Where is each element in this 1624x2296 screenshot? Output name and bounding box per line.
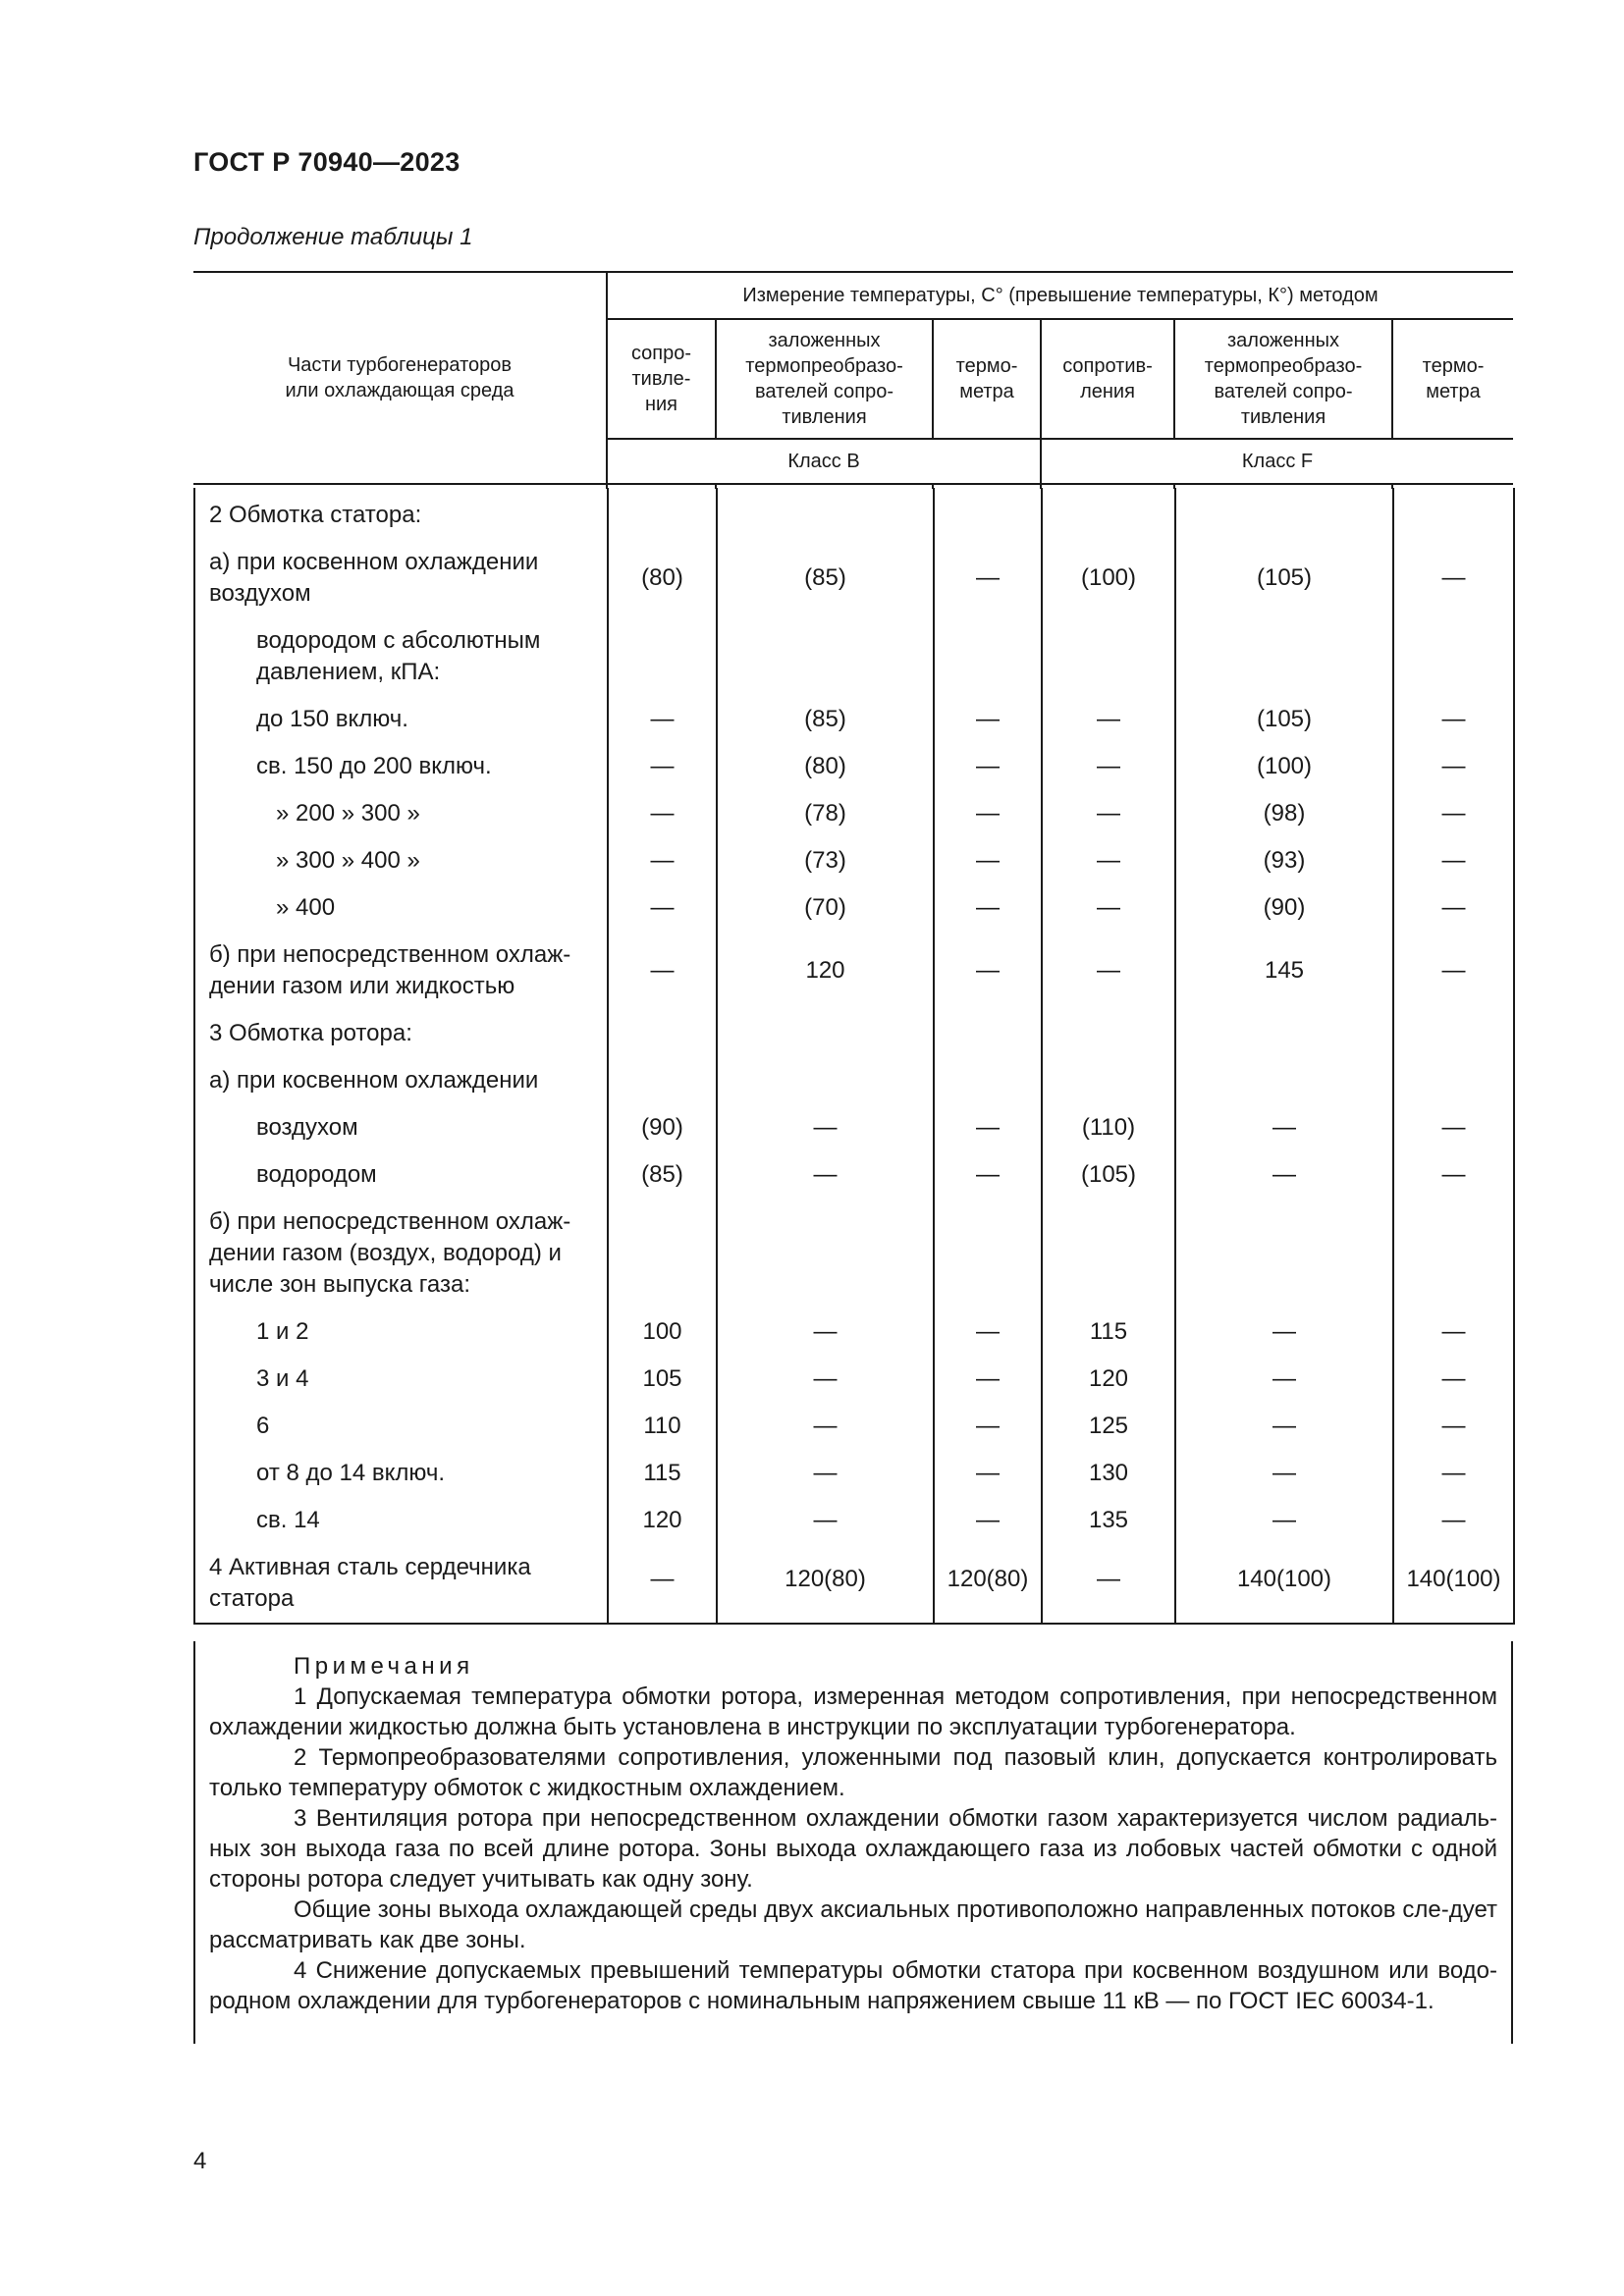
row-label: св. 14 bbox=[194, 1497, 608, 1544]
table-cell: — bbox=[608, 743, 717, 790]
note-item: 1 Допускаемая температура обмотки ротора, измеренная методом сопротивления, при непосредственном охлаждении жидкостью должна быть установлена в инструкции по эксплуатации турбогенератора. bbox=[209, 1683, 1497, 1740]
table-cell bbox=[1042, 488, 1175, 539]
table-cell: 140(100) bbox=[1393, 1544, 1514, 1624]
row-label: а) при косвенном охлаждении bbox=[194, 1057, 608, 1104]
table-cell bbox=[934, 617, 1042, 696]
table-cell: 120 bbox=[717, 932, 934, 1010]
table-cell bbox=[1175, 1057, 1393, 1104]
table-cell: — bbox=[1393, 837, 1514, 884]
page-number: 4 bbox=[193, 2148, 207, 2174]
table-cell: (105) bbox=[1042, 1151, 1175, 1199]
table-cell: — bbox=[717, 1104, 934, 1151]
table-cell: (80) bbox=[717, 743, 934, 790]
table-cell: — bbox=[1393, 790, 1514, 837]
table-cell: — bbox=[717, 1356, 934, 1403]
table-cell: (93) bbox=[1175, 837, 1393, 884]
table-cell: — bbox=[934, 884, 1042, 932]
row-label: б) при непосредственном охлаж-дении газом или жидкостью bbox=[194, 932, 608, 1010]
table-cell: — bbox=[934, 790, 1042, 837]
table-cell: — bbox=[608, 696, 717, 743]
table-row bbox=[194, 617, 1514, 696]
table-cell bbox=[717, 617, 934, 696]
table-row bbox=[194, 1308, 1514, 1356]
table-cell: 120(80) bbox=[717, 1544, 934, 1624]
table-cell: — bbox=[1393, 1356, 1514, 1403]
table-cell: 110 bbox=[608, 1403, 717, 1450]
table-cell bbox=[1042, 1057, 1175, 1104]
row-label: а) при косвенном охлаждении воздухом bbox=[194, 539, 608, 617]
row-label: б) при непосредственном охлаж-дении газом (воздух, водород) и числе зон выпуска газа: bbox=[194, 1199, 608, 1308]
row-label: от 8 до 14 включ. bbox=[194, 1450, 608, 1497]
table-cell bbox=[934, 1057, 1042, 1104]
table-cell: — bbox=[1393, 1450, 1514, 1497]
row-label: до 150 включ. bbox=[194, 696, 608, 743]
row-label: водородом bbox=[194, 1151, 608, 1199]
table-cell: — bbox=[934, 1356, 1042, 1403]
table-cell: — bbox=[1175, 1497, 1393, 1544]
table-cell bbox=[1175, 617, 1393, 696]
table-cell: — bbox=[1393, 1151, 1514, 1199]
table-cell: — bbox=[1042, 884, 1175, 932]
table-row bbox=[194, 932, 1514, 1010]
subheader-resistance-f: сопротив- ления bbox=[1041, 319, 1174, 439]
table-cell: — bbox=[608, 837, 717, 884]
table-cell: 115 bbox=[608, 1450, 717, 1497]
note-item: 2 Термопреобразователями сопротивления, уложенными под пазовый клин, допускается контролировать только температуру обмоток с жидкостным охлаждением. bbox=[209, 1744, 1497, 1801]
table-cell: — bbox=[1393, 696, 1514, 743]
table-cell: — bbox=[1393, 884, 1514, 932]
table-cell: (105) bbox=[1175, 539, 1393, 617]
subheader-embedded-b: заложенных термопреобразо- вателей сопро- тивления bbox=[716, 319, 933, 439]
table-cell bbox=[1175, 1010, 1393, 1057]
table-cell: — bbox=[934, 1450, 1042, 1497]
table-cell: (90) bbox=[1175, 884, 1393, 932]
table-cell: (90) bbox=[608, 1104, 717, 1151]
notes-title: Примечания bbox=[294, 1653, 474, 1680]
table-cell bbox=[1042, 1010, 1175, 1057]
table-cell: (98) bbox=[1175, 790, 1393, 837]
table-cell: (100) bbox=[1042, 539, 1175, 617]
parts-column-header bbox=[193, 272, 607, 484]
row-label: 3 и 4 bbox=[194, 1356, 608, 1403]
table-cell: — bbox=[608, 790, 717, 837]
table-row bbox=[194, 1497, 1514, 1544]
table-cell bbox=[717, 1199, 934, 1308]
table-cell: — bbox=[934, 1497, 1042, 1544]
class-f-header: Класс F bbox=[1041, 439, 1513, 484]
table-row bbox=[194, 1010, 1514, 1057]
table-cell bbox=[1175, 488, 1393, 539]
table-cell bbox=[1042, 1199, 1175, 1308]
table-cell: 120 bbox=[1042, 1356, 1175, 1403]
table-cell bbox=[1393, 1010, 1514, 1057]
table-notes bbox=[193, 1641, 1513, 2044]
header-line: Части турбогенераторов bbox=[287, 354, 513, 376]
table-cell: (110) bbox=[1042, 1104, 1175, 1151]
table-cell: — bbox=[1175, 1450, 1393, 1497]
table-cell: 125 bbox=[1042, 1403, 1175, 1450]
table-cell: (73) bbox=[717, 837, 934, 884]
subheader-embedded-f: заложенных термопреобразо- вателей сопро- тивления bbox=[1174, 319, 1392, 439]
table-row bbox=[194, 1450, 1514, 1497]
table-cell: — bbox=[1175, 1151, 1393, 1199]
table-cell bbox=[608, 1010, 717, 1057]
table-cell: — bbox=[717, 1308, 934, 1356]
table-cell: — bbox=[1042, 932, 1175, 1010]
method-group-header: Измерение температуры, С° (превышение температуры, К°) методом bbox=[607, 272, 1513, 319]
table-cell: 145 bbox=[1175, 932, 1393, 1010]
table-row bbox=[194, 1151, 1514, 1199]
table-cell bbox=[717, 1057, 934, 1104]
temperature-table bbox=[193, 271, 1513, 489]
table-cell: — bbox=[1393, 932, 1514, 1010]
table-cell: — bbox=[1042, 1544, 1175, 1624]
row-label: 6 bbox=[194, 1403, 608, 1450]
table-cell: 130 bbox=[1042, 1450, 1175, 1497]
table-cell bbox=[1042, 617, 1175, 696]
table-row bbox=[194, 837, 1514, 884]
table-cell bbox=[934, 488, 1042, 539]
table-cell: — bbox=[717, 1403, 934, 1450]
table-cell: — bbox=[1393, 743, 1514, 790]
table-cell bbox=[934, 1199, 1042, 1308]
table-row bbox=[194, 488, 1514, 539]
row-label: 2 Обмотка статора: bbox=[194, 488, 608, 539]
table-row bbox=[194, 1104, 1514, 1151]
table-cell bbox=[717, 1010, 934, 1057]
table-cell: — bbox=[717, 1450, 934, 1497]
table-cell: — bbox=[1042, 743, 1175, 790]
row-label: 4 Активная сталь сердечника статора bbox=[194, 1544, 608, 1624]
table-cell bbox=[1393, 1057, 1514, 1104]
table-cell bbox=[608, 617, 717, 696]
table-cell: (85) bbox=[608, 1151, 717, 1199]
table-cell: (85) bbox=[717, 539, 934, 617]
table-cell: 135 bbox=[1042, 1497, 1175, 1544]
row-label: » 200 » 300 » bbox=[194, 790, 608, 837]
table-cell: — bbox=[608, 884, 717, 932]
temperature-table-body bbox=[193, 488, 1515, 1625]
table-cell: — bbox=[934, 837, 1042, 884]
subheader-resistance-b: сопро- тивле- ния bbox=[607, 319, 716, 439]
table-cell: 105 bbox=[608, 1356, 717, 1403]
note-item: Общие зоны выхода охлаждающей среды двух аксиальных противоположно направленных потоков сле-дует рассматривать как две зоны. bbox=[209, 1896, 1497, 1953]
table-cell: 120 bbox=[608, 1497, 717, 1544]
row-label: водородом с абсолютным давлением, кПА: bbox=[194, 617, 608, 696]
table-cell bbox=[608, 488, 717, 539]
table-cell: 120(80) bbox=[934, 1544, 1042, 1624]
table-cell: 140(100) bbox=[1175, 1544, 1393, 1624]
table-row bbox=[194, 884, 1514, 932]
row-label: 3 Обмотка ротора: bbox=[194, 1010, 608, 1057]
table-cell: 115 bbox=[1042, 1308, 1175, 1356]
table-cell: — bbox=[608, 1544, 717, 1624]
table-cell: — bbox=[717, 1497, 934, 1544]
table-row bbox=[194, 743, 1514, 790]
table-cell: — bbox=[1393, 1403, 1514, 1450]
table-cell bbox=[1393, 617, 1514, 696]
subheader-thermometer-b: термо- метра bbox=[933, 319, 1041, 439]
table-cell: — bbox=[934, 1308, 1042, 1356]
table-cell: — bbox=[934, 539, 1042, 617]
class-b-header: Класс В bbox=[607, 439, 1041, 484]
table-cell: (85) bbox=[717, 696, 934, 743]
table-cell: (105) bbox=[1175, 696, 1393, 743]
table-cell: (78) bbox=[717, 790, 934, 837]
table-cell: — bbox=[1042, 696, 1175, 743]
table-cell: — bbox=[608, 932, 717, 1010]
note-item: 3 Вентиляция ротора при непосредственном охлаждении обмотки газом характеризуется числом радиаль-ных зон выхода газа по всей длине ротора. Зоны выхода охлаждающего газа из лобовых частей обмотки с одной стороны ротора следует учитывать как одну зону. bbox=[209, 1805, 1497, 1893]
table-cell: — bbox=[1175, 1308, 1393, 1356]
table-cell: — bbox=[1393, 1104, 1514, 1151]
table-cell: — bbox=[934, 1403, 1042, 1450]
table-cell: — bbox=[1175, 1104, 1393, 1151]
row-label: » 400 bbox=[194, 884, 608, 932]
row-label: воздухом bbox=[194, 1104, 608, 1151]
table-cell bbox=[1393, 488, 1514, 539]
table-cell bbox=[1393, 1199, 1514, 1308]
row-label: св. 150 до 200 включ. bbox=[194, 743, 608, 790]
table-cell: — bbox=[1393, 1308, 1514, 1356]
table-cell: — bbox=[717, 1151, 934, 1199]
table-row bbox=[194, 696, 1514, 743]
table-cell: — bbox=[1175, 1403, 1393, 1450]
table-cell: — bbox=[934, 1151, 1042, 1199]
table-cell bbox=[608, 1199, 717, 1308]
document-code: ГОСТ Р 70940—2023 bbox=[193, 147, 460, 177]
table-row bbox=[194, 1057, 1514, 1104]
subheader-thermometer-f: термо- метра bbox=[1392, 319, 1513, 439]
header-line: или охлаждающая среда bbox=[285, 380, 514, 401]
table-cell: — bbox=[934, 743, 1042, 790]
table-cell: (80) bbox=[608, 539, 717, 617]
note-item: 4 Снижение допускаемых превышений температуры обмотки статора при косвенном воздушном или водо-родном охлаждении для турбогенераторов с номинальным напряжением свыше 11 кВ — по ГОСТ IEC 60034-1. bbox=[209, 1957, 1497, 2014]
table-cell: 100 bbox=[608, 1308, 717, 1356]
table-cell bbox=[608, 1057, 717, 1104]
table-cell bbox=[1175, 1199, 1393, 1308]
table-cell: — bbox=[1042, 837, 1175, 884]
table-row bbox=[194, 790, 1514, 837]
row-label: 1 и 2 bbox=[194, 1308, 608, 1356]
table-cell: (100) bbox=[1175, 743, 1393, 790]
table-row bbox=[194, 1199, 1514, 1308]
table-cell bbox=[717, 488, 934, 539]
table-cell: — bbox=[1393, 1497, 1514, 1544]
table-cell: — bbox=[934, 1104, 1042, 1151]
table-cell: (70) bbox=[717, 884, 934, 932]
table-cell bbox=[934, 1010, 1042, 1057]
table-cell: — bbox=[1393, 539, 1514, 617]
row-label: » 300 » 400 » bbox=[194, 837, 608, 884]
table-continuation-caption: Продолжение таблицы 1 bbox=[193, 224, 473, 250]
table-row bbox=[194, 1356, 1514, 1403]
table-row bbox=[194, 1544, 1514, 1624]
table-cell: — bbox=[1042, 790, 1175, 837]
table-cell: — bbox=[934, 696, 1042, 743]
table-row bbox=[194, 539, 1514, 617]
table-cell: — bbox=[934, 932, 1042, 1010]
table-row bbox=[194, 1403, 1514, 1450]
table-cell: — bbox=[1175, 1356, 1393, 1403]
